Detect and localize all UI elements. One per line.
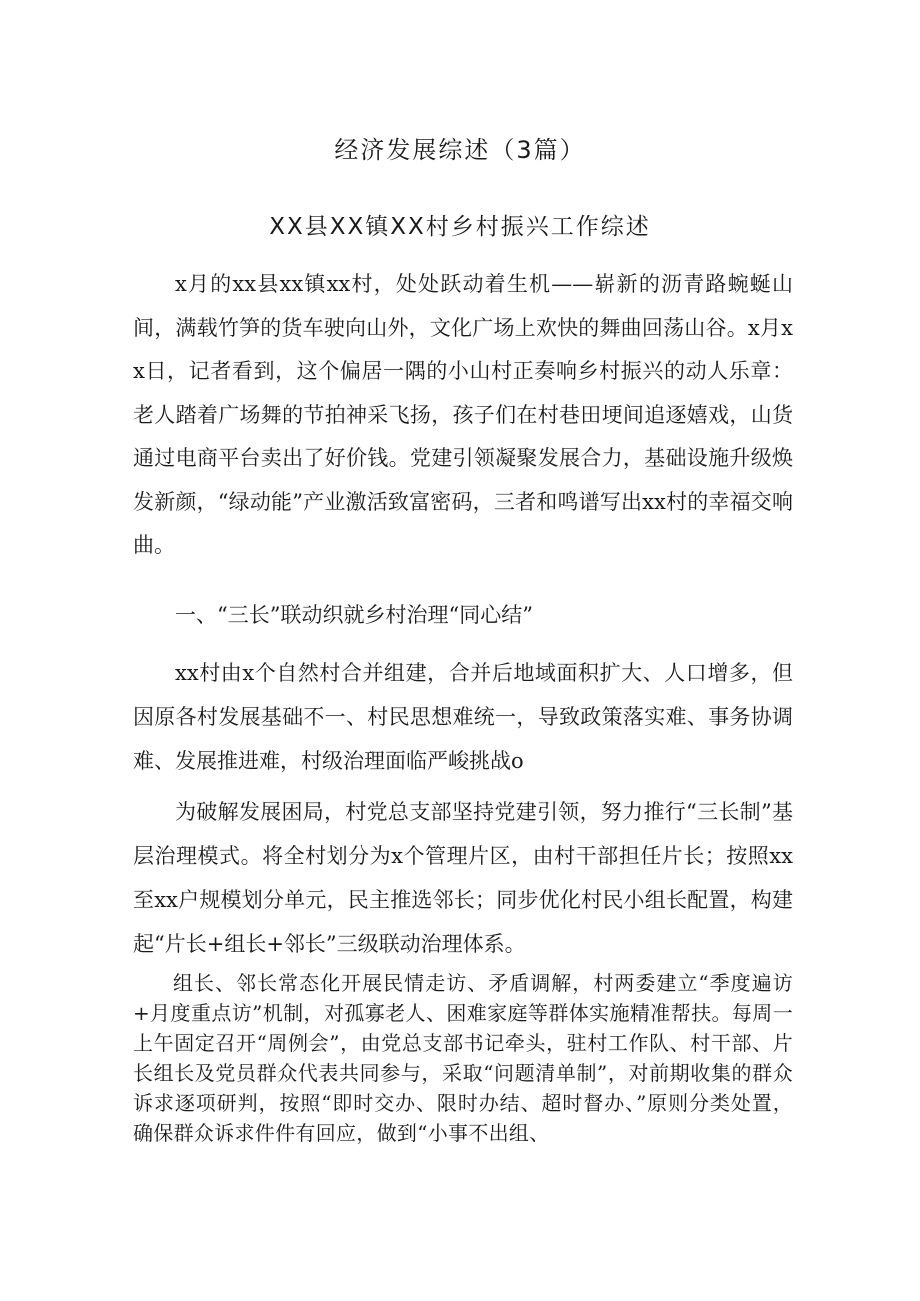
article-title: XX县XX镇XX村乡村振兴工作综述 xyxy=(269,214,651,240)
paragraph-three-heads-system: 为破解发展困局，村党总支部坚持党建引领，努力推行“三长制”基层治理模式。将全村划分为x个管理片区，由村干部担任片长；按照xx至xx户规模划分单元，民主推选邻长；同步优化村民小组长配置，构建起“片长+组长+邻长”三级联动治理体系。 xyxy=(133,800,793,956)
paragraph-visits-and-meetings: 组长、邻长常态化开展民情走访、矛盾调解，村两委建立“季度遍访+月度重点访”机制，对孤寡老人、困难家庭等群体实施精准帮扶。每周一上午固定召开“周例会”，由党总支部书记牵头，驻村工作队、村干部、片长组长及党员群众代表共同参与，采取“问题清单制”，对前期收集的群众诉求逐项研判，按照“即时交办、限时办结、超时督办、”原则分类处置，确保群众诉求件件有回应，做到“小事不出组、 xyxy=(133,971,793,1145)
section-heading-1: 一、“三长”联动织就乡村治理“同心结” xyxy=(175,603,533,627)
document-title: 经济发展综述（3篇） xyxy=(334,136,586,164)
paragraph-intro: x月的xx县xx镇xx村，处处跃动着生机——崭新的沥青路蜿蜒山间，满载竹笋的货车驶向山外，文化广场上欢快的舞曲回荡山谷。x月xx日，记者看到，这个偏居一隅的小山村正奏响乡村振兴的动人乐章：老人踏着广场舞的节拍神采飞扬，孩子们在村巷田埂间追逐嬉戏，山货通过电商平台卖出了好价钱。党建引领凝聚发展合力，基础设施升级焕发新颜，“绿动能”产业激活致富密码，三者和鸣谱写出xx村的幸福交响曲。 xyxy=(133,272,793,557)
paragraph-background: xx村由x个自然村合并组建，合并后地域面积扩大、人口增多，但因原各村发展基础不一、村民思想难统一，导致政策落实难、事务协调难、发展推进难，村级治理面临严峻挑战o xyxy=(133,661,793,773)
